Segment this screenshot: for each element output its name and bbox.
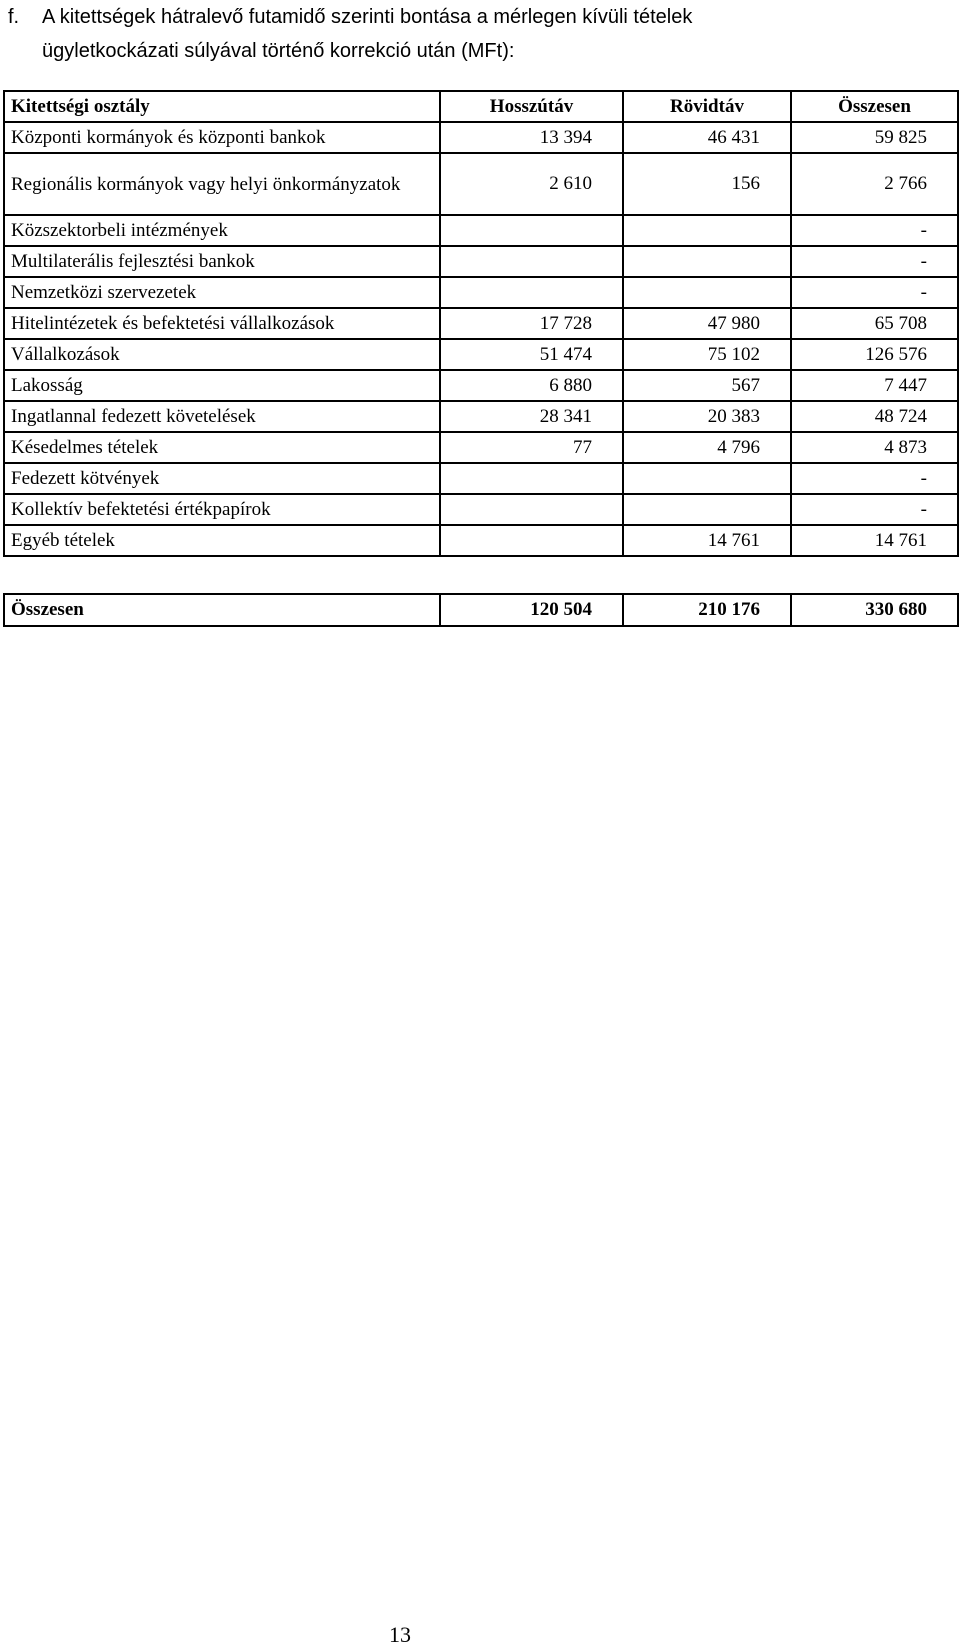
table-row [4, 122, 958, 153]
cell-short: 4 796 [623, 432, 791, 463]
summary-row [4, 594, 958, 626]
table-row [4, 370, 958, 401]
column-header-total: Összesen [791, 91, 958, 122]
heading-line-2: ügyletkockázati súlyával történő korrekció után (MFt): [42, 40, 515, 62]
column-header-short: Rövidtáv [623, 91, 791, 122]
row-label: Regionális kormányok vagy helyi önkormányzatok [4, 153, 440, 215]
summary-total: 330 680 [791, 594, 958, 626]
summary-short: 210 176 [623, 594, 791, 626]
cell-short: 567 [623, 370, 791, 401]
table-row [4, 246, 958, 277]
row-label: Nemzetközi szervezetek [4, 277, 440, 308]
cell-long [440, 494, 623, 525]
cell-long: 13 394 [440, 122, 623, 153]
section-heading [8, 0, 948, 68]
cell-short [623, 246, 791, 277]
row-label: Multilaterális fejlesztési bankok [4, 246, 440, 277]
row-label: Közszektorbeli intézmények [4, 215, 440, 246]
cell-short [623, 494, 791, 525]
cell-long [440, 246, 623, 277]
table-row [4, 525, 958, 556]
cell-total: - [791, 246, 958, 277]
cell-total: - [791, 277, 958, 308]
cell-total: 126 576 [791, 339, 958, 370]
row-label: Központi kormányok és központi bankok [4, 122, 440, 153]
column-header-long: Hosszútáv [440, 91, 623, 122]
row-label: Ingatlannal fedezett követelések [4, 401, 440, 432]
cell-total: 48 724 [791, 401, 958, 432]
summary-table [3, 593, 959, 627]
cell-long: 28 341 [440, 401, 623, 432]
table-row [4, 339, 958, 370]
row-label: Hitelintézetek és befektetési vállalkozások [4, 308, 440, 339]
table-header-row [4, 91, 958, 122]
table-row [4, 463, 958, 494]
cell-total: 14 761 [791, 525, 958, 556]
row-label: Lakosság [4, 370, 440, 401]
row-label: Vállalkozások [4, 339, 440, 370]
cell-total: 59 825 [791, 122, 958, 153]
summary-long: 120 504 [440, 594, 623, 626]
table-row [4, 401, 958, 432]
cell-short: 75 102 [623, 339, 791, 370]
cell-short: 20 383 [623, 401, 791, 432]
cell-total: 65 708 [791, 308, 958, 339]
cell-long: 17 728 [440, 308, 623, 339]
cell-short [623, 277, 791, 308]
cell-long: 2 610 [440, 153, 623, 215]
cell-long [440, 525, 623, 556]
heading-line-1: A kitettségek hátralevő futamidő szerinti bontása a mérlegen kívüli tételek [42, 6, 693, 28]
table-row [4, 308, 958, 339]
cell-total: - [791, 215, 958, 246]
cell-total: 2 766 [791, 153, 958, 215]
row-label: Egyéb tételek [4, 525, 440, 556]
cell-long: 6 880 [440, 370, 623, 401]
table-row [4, 277, 958, 308]
cell-short: 47 980 [623, 308, 791, 339]
cell-total: 4 873 [791, 432, 958, 463]
cell-long [440, 463, 623, 494]
cell-long: 77 [440, 432, 623, 463]
row-label: Fedezett kötvények [4, 463, 440, 494]
cell-long: 51 474 [440, 339, 623, 370]
row-label: Késedelmes tételek [4, 432, 440, 463]
row-label: Kollektív befektetési értékpapírok [4, 494, 440, 525]
table-row [4, 153, 958, 215]
section-marker: f. [8, 6, 20, 28]
column-header-class: Kitettségi osztály [4, 91, 440, 122]
cell-total: 7 447 [791, 370, 958, 401]
cell-total: - [791, 463, 958, 494]
cell-long [440, 215, 623, 246]
summary-label: Összesen [4, 594, 440, 626]
cell-total: - [791, 494, 958, 525]
cell-short: 156 [623, 153, 791, 215]
cell-short: 46 431 [623, 122, 791, 153]
table-row [4, 432, 958, 463]
table-row [4, 494, 958, 525]
exposure-table [3, 90, 959, 557]
cell-short: 14 761 [623, 525, 791, 556]
table-row [4, 215, 958, 246]
cell-short [623, 463, 791, 494]
page-number: 13 [389, 1622, 411, 1647]
cell-short [623, 215, 791, 246]
cell-long [440, 277, 623, 308]
